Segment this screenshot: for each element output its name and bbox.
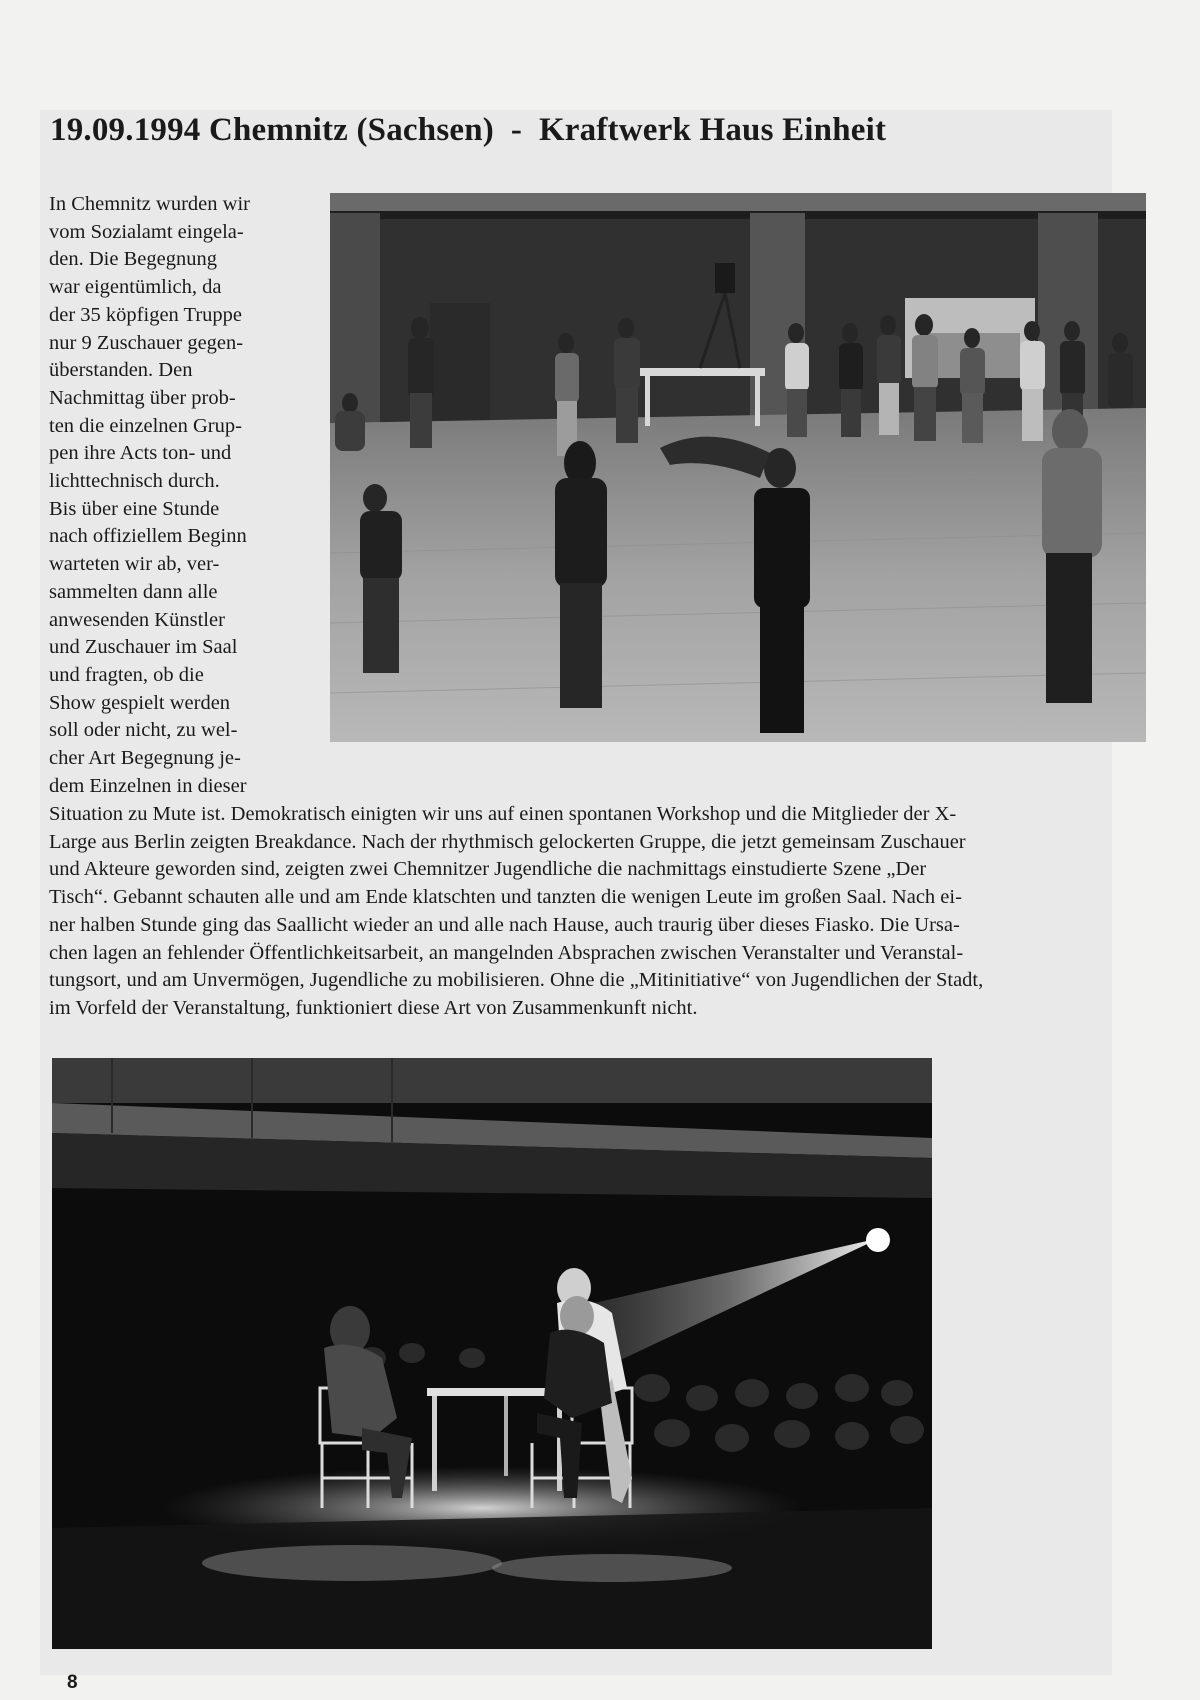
text-line: und fragten, ob die: [49, 663, 204, 686]
body-text: [49, 801, 1159, 1023]
text-line: tungsort, und am Unvermögen, Jugendliche zu mobilisieren. Ohne die „Mitinitiative“ von Jugendlichen der Stadt,: [49, 969, 984, 992]
text-line: lichttechnisch durch.: [49, 470, 220, 493]
text-line: cher Art Begegnung je-: [49, 747, 241, 770]
rehearsal-hall-illustration: [330, 193, 1146, 742]
text-line: überstanden. Den: [49, 359, 193, 382]
text-line: nur 9 Zuschauer gegen-: [49, 331, 244, 354]
text-line: warteten wir ab, ver-: [49, 553, 220, 576]
page-title: 19.09.1994 Chemnitz (Sachsen) - Kraftwerk Haus Einheit: [50, 112, 887, 148]
text-line: Bis über eine Stunde: [49, 497, 220, 520]
text-line: war eigentümlich, da: [49, 276, 222, 299]
text-line: ten die einzelnen Grup-: [49, 414, 242, 437]
text-line: sammelten dann alle: [49, 580, 218, 603]
text-line: nach offiziellem Beginn: [49, 525, 247, 548]
stage-scene-illustration: [52, 1058, 932, 1649]
text-line: soll oder nicht, zu wel-: [49, 719, 238, 742]
page-number: 8: [67, 1672, 78, 1693]
text-line: chen lagen an fehlender Öffentlichkeitsarbeit, an mangelnden Absprachen zwischen Veranstalter und Veranstal-: [49, 941, 964, 964]
text-line: Show gespielt werden: [49, 691, 231, 714]
text-line: Tisch“. Gebannt schauten alle und am Ende klatschten und tanzten die wenigen Leute im großen Saal. Nach ei-: [49, 886, 962, 909]
text-line: der 35 köpfigen Truppe: [49, 303, 243, 326]
text-line: Nachmittag über prob-: [49, 386, 236, 409]
text-line: dem Einzelnen in dieser: [49, 774, 247, 797]
text-line: im Vorfeld der Veranstaltung, funktioniert diese Art von Zusammenkunft nicht.: [49, 996, 698, 1019]
text-line: In Chemnitz wurden wir: [49, 193, 250, 215]
text-line: pen ihre Acts ton- und: [49, 442, 232, 465]
text-line: anwesenden Künstler: [49, 608, 225, 631]
rehearsal-hall-photo: [330, 193, 1146, 742]
intro-text-column: [49, 191, 297, 800]
text-line: Large aus Berlin zeigten Breakdance. Nach der rhythmisch gelockerten Gruppe, die jetzt gemeinsam Zuschauer: [49, 830, 966, 853]
text-line: ner halben Stunde ging das Saallicht wieder an und alle nach Hause, auch traurig über dieses Fiasko. Die Ursa-: [49, 913, 960, 936]
text-line: und Akteure geworden sind, zeigten zwei Chemnitzer Jugendliche die nachmittags einstudierte Szene „Der: [49, 858, 927, 881]
text-line: Situation zu Mute ist. Demokratisch einigten wir uns auf einen spontanen Workshop und die Mitglieder der X-: [49, 803, 957, 825]
stage-scene-photo: [52, 1058, 932, 1649]
text-line: vom Sozialamt eingela-: [49, 220, 244, 243]
text-line: und Zuschauer im Saal: [49, 636, 238, 659]
text-line: den. Die Begegnung: [49, 248, 217, 271]
